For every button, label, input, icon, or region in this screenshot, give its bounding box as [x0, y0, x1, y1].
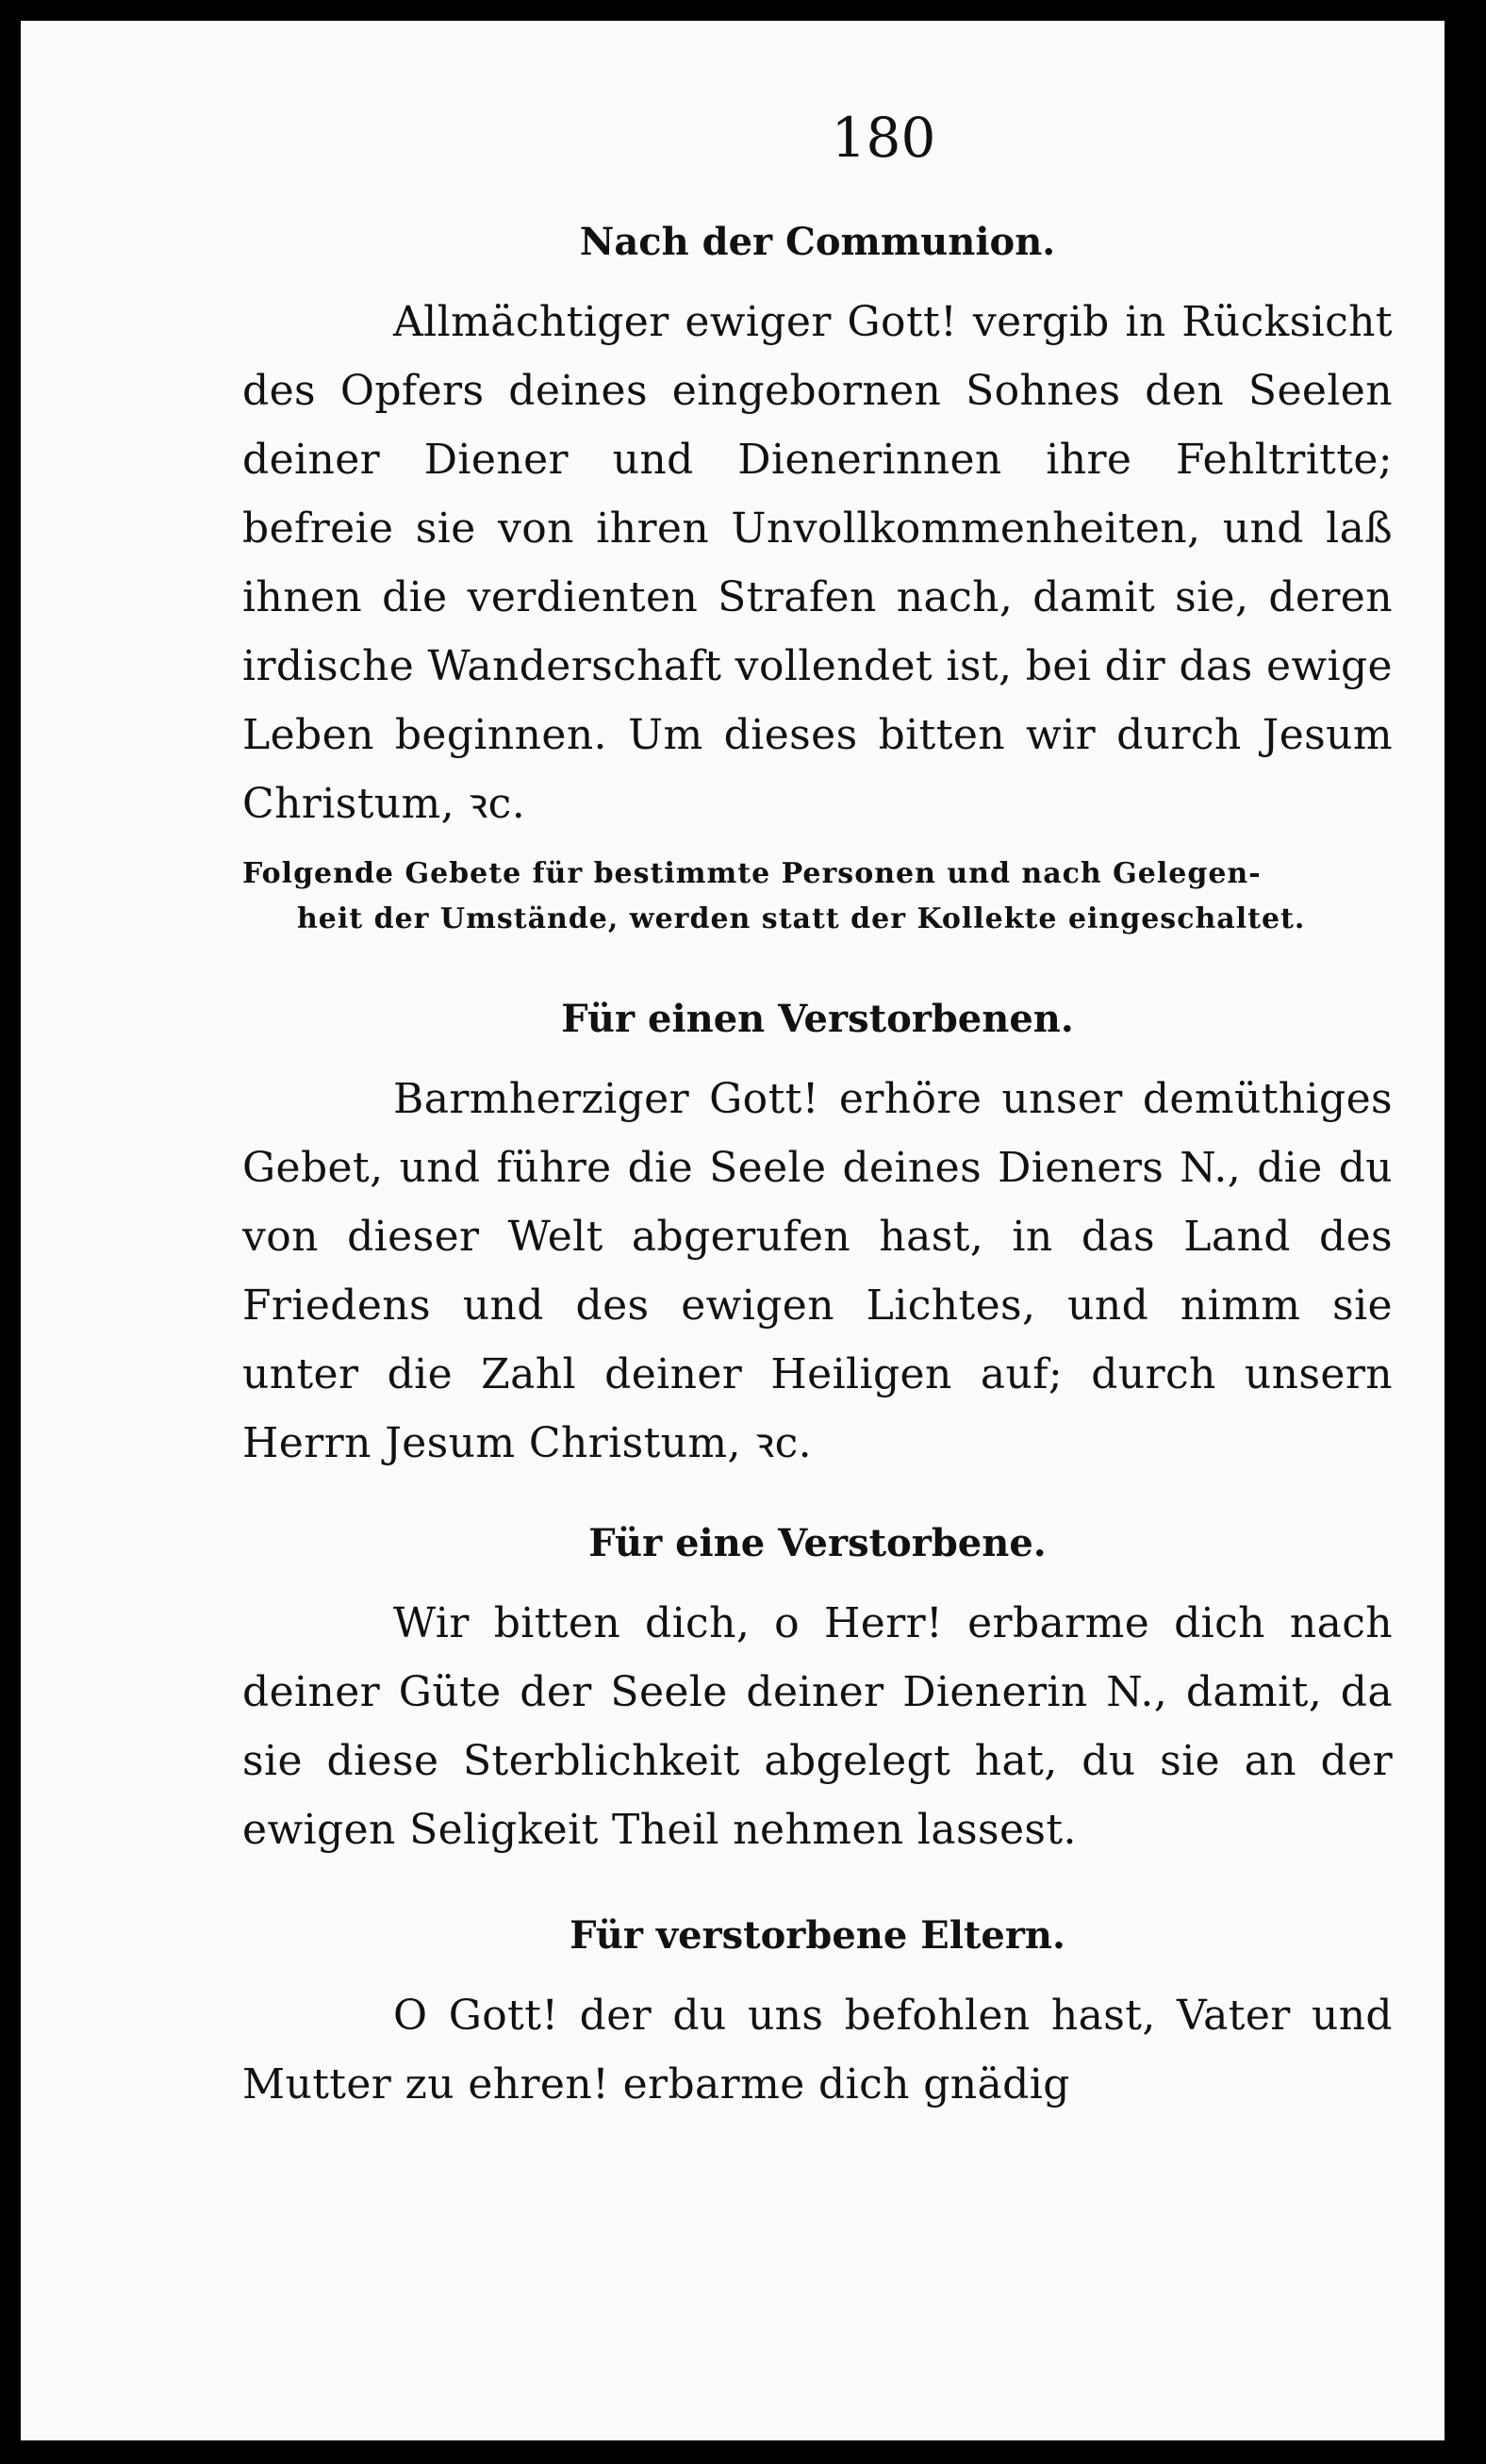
page-content [242, 106, 1393, 2119]
section-heading: Für einen Verstorbenen. [561, 997, 1074, 1041]
rubric-note [242, 852, 1393, 942]
prayer-text: O Gott! der du uns befohlen hast, Vater und Mutter zu ehren! erbarme dich gnädig [242, 1992, 1393, 2108]
section-heading: Für verstorbene Eltern. [570, 1913, 1065, 1958]
page-number: 180 [831, 106, 936, 170]
section-heading: Für eine Verstorbene. [588, 1521, 1047, 1565]
prayer-text: Barmherziger Gott! erhöre unser demüthiges Gebet, und führe die Seele deines Dieners N., die du von dieser Welt abgerufen hast, in das Land des Friedens und des ewigen Lichtes, und nimm sie unter die Zahl deiner Heiligen auf; durch unsern Herrn Jesum Christum, ꝛc. [242, 1075, 1393, 1467]
prayer-text: Allmächtiger ewiger Gott! vergib in Rücksicht des Opfers deines eingebornen Sohnes den Seelen deiner Diener und Dienerinnen ihre Fehltritte; befreie sie von ihren Unvollkommenheiten, und laß ihnen die verdienten Strafen nach, damit sie, deren irdische Wanderschaft vollendet ist, bei dir das ewige Leben beginnen. Um dieses bitten wir durch Jesum Christum, ꝛc. [242, 298, 1393, 828]
prayer-text: Wir bitten dich, o Herr! erbarme dich nach deiner Güte der Seele deiner Dienerin N., damit, da sie diese Sterblichkeit abgelegt hat, du sie an der ewigen Seligkeit Theil nehmen lassest. [242, 1599, 1393, 1854]
book-page [21, 21, 1445, 2440]
page-edge-mark [1452, 1645, 1486, 1658]
rubric-line: heit der Umstände, werden statt der Kollekte eingeschaltet. [297, 902, 1306, 935]
section-heading: Nach der Communion. [579, 220, 1056, 264]
rubric-line: Folgende Gebete für bestimmte Personen und nach Gelegen- [242, 857, 1262, 890]
page-edge-rule [1461, 813, 1484, 2464]
page-edge-mark [1452, 796, 1486, 809]
